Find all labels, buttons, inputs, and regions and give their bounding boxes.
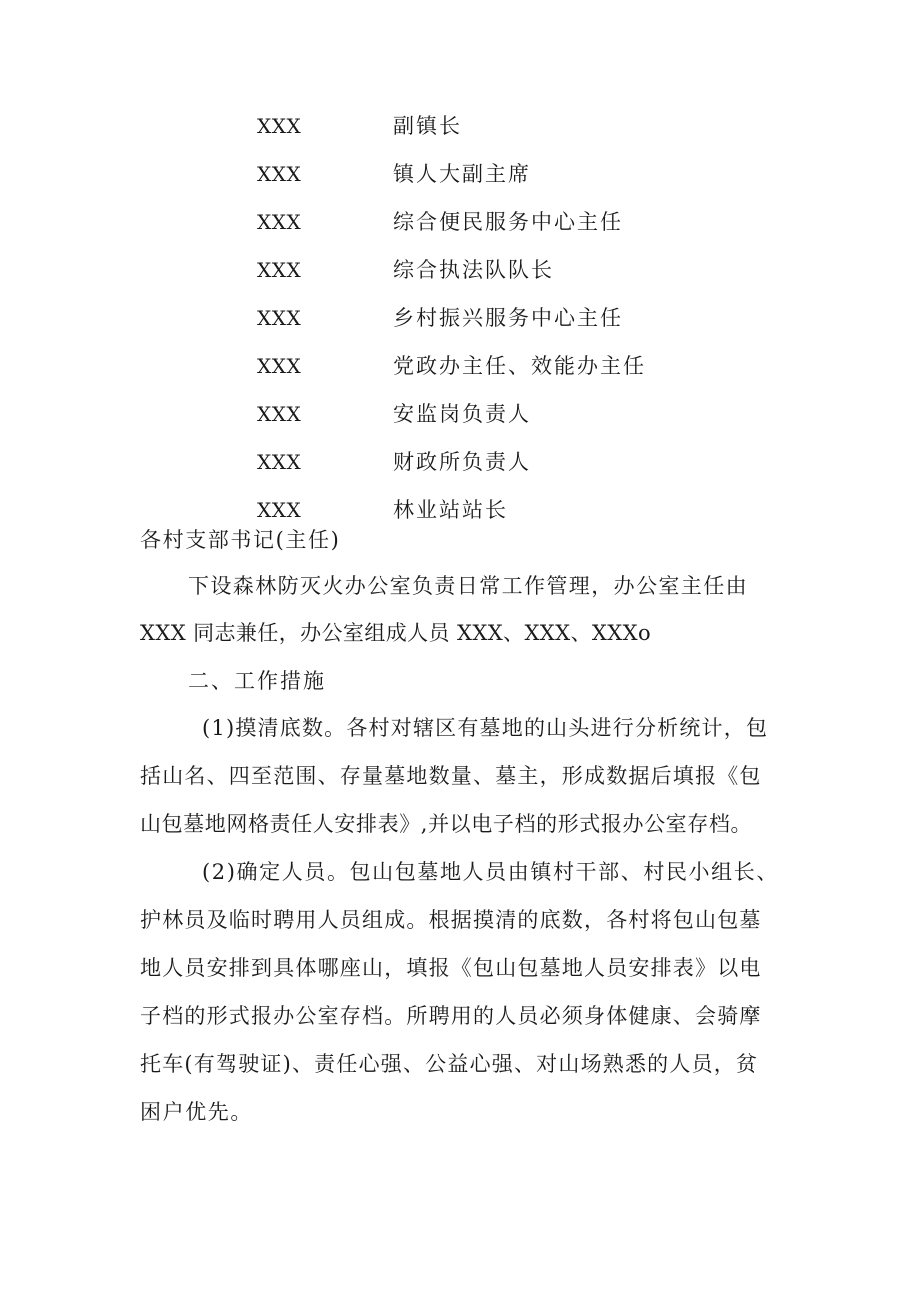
member-title: 镇人大副主席 <box>393 162 531 186</box>
village-secretaries-line: 各村支部书记(主任) <box>140 528 341 552</box>
measure2-line: 地人员安排到具体哪座山，填报《包山包墓地人员安排表》以电 <box>140 956 762 980</box>
member-row <box>0 255 920 285</box>
measure1-line: 括山名、四至范围、存量墓地数量、墓主，形成数据后填报《包 <box>140 764 762 788</box>
measure1-line: 山包墓地网格责任人安排表》,并以电子档的形式报办公室存档。 <box>140 812 753 836</box>
measure2-line: 托车(有驾驶证)、责任心强、公益心强、对山场熟悉的人员，贫 <box>140 1052 759 1076</box>
member-row <box>0 159 920 189</box>
member-title: 副镇长 <box>393 114 462 138</box>
measure2-line: 困户优先。 <box>140 1100 253 1124</box>
member-row <box>0 399 920 429</box>
member-row <box>0 111 920 141</box>
section-heading: 二、工作措施 <box>188 669 326 693</box>
member-title: 乡村振兴服务中心主任 <box>393 306 623 330</box>
measure2-line: 护林员及临时聘用人员组成。根据摸清的底数，各村将包山包墓 <box>140 908 762 932</box>
member-title: 综合执法队队长 <box>393 258 554 282</box>
office-paragraph-line: XXX 同志兼任，办公室组成人员 XXX、XXX、XXXo <box>140 621 651 645</box>
member-name: XXX <box>257 258 302 282</box>
member-name: XXX <box>257 210 302 234</box>
measure2-line: (2)确定人员。包山包墓地人员由镇村干部、村民小组长、 <box>202 860 779 884</box>
member-row <box>0 351 920 381</box>
member-name: XXX <box>257 114 302 138</box>
measure2-line: 子档的形式报办公室存档。所聘用的人员必须身体健康、会骑摩 <box>140 1004 762 1028</box>
member-name: XXX <box>257 498 302 522</box>
member-title: 安监岗负责人 <box>393 402 531 426</box>
measure1-line: (1)摸清底数。各村对辖区有墓地的山头进行分析统计，包 <box>202 716 769 740</box>
member-row <box>0 303 920 333</box>
office-paragraph-line: 下设森林防灭火办公室负责日常工作管理，办公室主任由 <box>188 574 748 598</box>
member-title: 党政办主任、效能办主任 <box>393 354 646 378</box>
member-title: 财政所负责人 <box>393 450 531 474</box>
member-name: XXX <box>257 402 302 426</box>
member-name: XXX <box>257 306 302 330</box>
member-row <box>0 207 920 237</box>
member-title: 综合便民服务中心主任 <box>393 210 623 234</box>
member-row <box>0 495 920 525</box>
member-row <box>0 447 920 477</box>
member-name: XXX <box>257 354 302 378</box>
member-name: XXX <box>257 450 302 474</box>
member-name: XXX <box>257 162 302 186</box>
member-title: 林业站站长 <box>393 498 508 522</box>
